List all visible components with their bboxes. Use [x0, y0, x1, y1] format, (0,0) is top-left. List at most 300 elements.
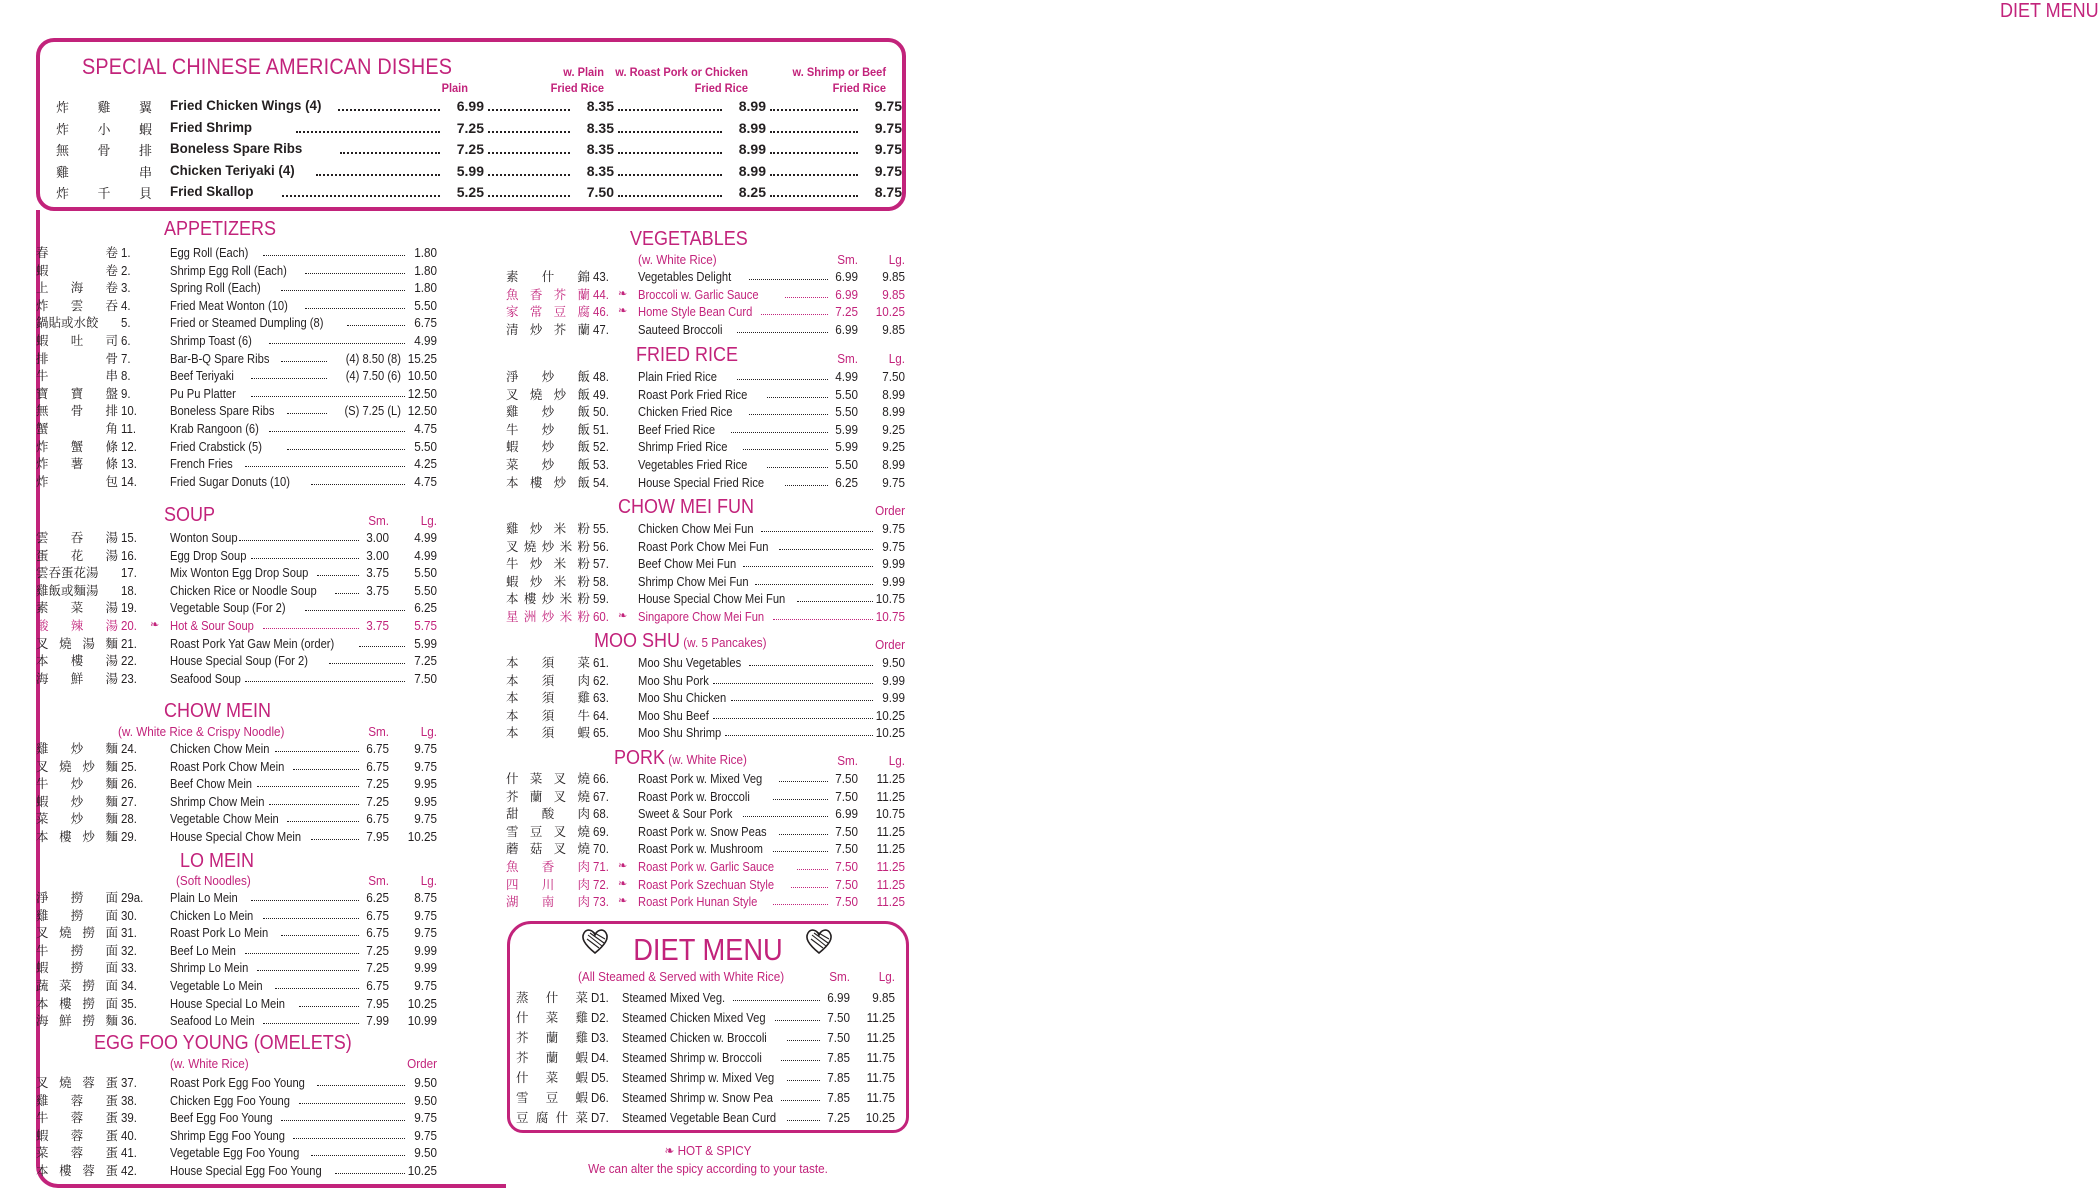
pepper-icon: ❧ — [618, 860, 628, 872]
chinese-char: 素 — [506, 269, 519, 284]
item-price-small: 4.99 — [835, 369, 858, 384]
item-price-large: 8.99 — [882, 386, 905, 402]
item-price: 8.35 — [586, 141, 614, 157]
chinese-char: 串 — [105, 368, 118, 384]
chinese-char: 蝦 — [36, 960, 49, 976]
item-name: Beef Chow Mein — [170, 776, 253, 792]
chinese-char: 芥 — [506, 788, 519, 804]
chinese-char: 卷 — [105, 245, 118, 260]
menu-item-row-hot — [506, 893, 905, 911]
chinese-char: 蘭 — [545, 1050, 559, 1065]
chinese-char: 雲 — [70, 297, 84, 313]
chinese-char: 叉 — [553, 823, 567, 839]
item-name: Moo Shu Vegetables — [638, 655, 742, 670]
chinese-char: 炸 — [56, 101, 70, 116]
dot-leader — [311, 1144, 405, 1156]
item-price: 4.99 — [414, 333, 437, 348]
item-price-small: 7.25 — [835, 304, 858, 320]
chinese-char: 叉 — [36, 635, 49, 651]
item-note: (S) 7.25 (L) — [344, 403, 401, 419]
chinese-char: 卷 — [105, 262, 118, 278]
item-name: Roast Pork Hunan Style — [638, 894, 758, 910]
chinese-char: 飯 — [577, 439, 590, 455]
dot-leader — [281, 924, 359, 936]
item-price-large: 5.75 — [414, 618, 437, 633]
item-price: 8.99 — [738, 98, 766, 114]
item-number: 30. — [121, 907, 137, 923]
item-name: Chicken Lo Mein — [170, 907, 254, 923]
item-number: 5. — [121, 315, 131, 331]
chinese-char: 排 — [138, 144, 152, 159]
item-price: 10.75 — [875, 591, 905, 607]
item-name: Egg Roll (Each) — [170, 245, 249, 260]
chinese-char: 樓 — [529, 474, 543, 490]
chinese-name — [36, 564, 118, 581]
item-price-large: 4.99 — [414, 530, 437, 545]
chinese-char: 菜 — [575, 1110, 588, 1125]
item-number: 69. — [593, 823, 609, 839]
item-number: 28. — [121, 811, 137, 827]
chinese-char: 本 — [506, 725, 519, 741]
item-price-large: 11.25 — [866, 1030, 895, 1045]
section-title — [630, 228, 748, 251]
chinese-char: 炒 — [541, 421, 555, 437]
item-price-small: 7.50 — [835, 876, 858, 892]
chinese-char: 炒 — [541, 538, 555, 554]
chinese-char: 叉 — [553, 771, 567, 786]
item-price-small: 7.85 — [827, 1050, 850, 1065]
chinese-char: 素 — [36, 600, 49, 616]
item-name: Roast Pork w. Mushroom — [638, 841, 763, 857]
item-price: 9.50 — [414, 1145, 437, 1161]
col-header-order: Order — [875, 503, 905, 518]
dot-leader — [316, 163, 440, 176]
dot-leader — [770, 141, 858, 154]
chinese-char: 須 — [541, 707, 555, 723]
chinese-name — [516, 1029, 588, 1046]
chinese-char: 條 — [105, 438, 118, 454]
chinese-name — [506, 590, 590, 607]
chinese-char: 本 — [36, 829, 49, 844]
chinese-char: 本 — [36, 1163, 49, 1178]
dot-leader — [770, 163, 858, 176]
col-header-small: Sm. — [368, 513, 389, 528]
item-number: D4. — [591, 1050, 609, 1065]
menu-item-row-hot — [506, 608, 905, 626]
item-name: Bar-B-Q Spare Ribs — [170, 350, 270, 366]
item-price-large: 8.75 — [414, 890, 437, 905]
chinese-char: 湯 — [105, 618, 118, 633]
menu-item-row — [36, 793, 437, 811]
chinese-char: 蟹 — [36, 421, 49, 436]
dot-leader — [311, 828, 359, 840]
item-number: D6. — [591, 1090, 609, 1105]
diet-title: DIET MENU — [633, 932, 783, 967]
item-number: 38. — [121, 1092, 137, 1108]
chinese-char: 菜 — [70, 600, 84, 616]
chinese-char: 雲吞蛋花湯 — [36, 565, 99, 581]
item-price: 8.99 — [738, 119, 766, 136]
item-price: 8.99 — [738, 141, 766, 157]
item-price: 12.50 — [407, 385, 437, 401]
chinese-char: 炒 — [541, 369, 555, 384]
chinese-char: 蘭 — [577, 321, 590, 337]
item-price-large: 9.99 — [414, 942, 437, 958]
item-number: 54. — [593, 474, 609, 490]
chinese-char: 常 — [529, 304, 543, 320]
dot-leader — [335, 1162, 405, 1174]
menu-item-row — [36, 455, 437, 473]
dot-leader — [488, 120, 570, 133]
chinese-char: 燒 — [577, 788, 590, 804]
chinese-name — [36, 332, 118, 349]
chinese-char: 米 — [553, 556, 567, 572]
item-price-large: 11.75 — [866, 1050, 895, 1065]
item-price-small: 5.99 — [835, 439, 858, 455]
chinese-char: 蓉 — [82, 1163, 95, 1178]
item-number: 67. — [593, 788, 609, 804]
item-number: 17. — [121, 565, 137, 581]
chinese-char: 菜 — [36, 1145, 49, 1161]
chinese-char: 湯 — [105, 600, 118, 616]
item-name: Roast Pork w. Garlic Sauce — [638, 859, 775, 874]
chinese-char: 麵 — [105, 776, 118, 792]
chinese-char: 牛 — [36, 1110, 49, 1126]
chinese-char: 什 — [516, 1010, 529, 1025]
chinese-char: 春 — [36, 245, 49, 260]
section-title — [164, 504, 215, 527]
pepper-icon: ❧ — [618, 305, 628, 318]
item-name: Steamed Shrimp w. Broccoli — [622, 1050, 762, 1065]
chinese-char: 肉 — [577, 859, 590, 874]
item-number: 3. — [121, 280, 131, 296]
item-name: Vegetable Soup (For 2) — [170, 600, 286, 616]
item-price-large: 11.75 — [866, 1070, 895, 1085]
special-item-row — [56, 97, 902, 117]
menu-item-row — [36, 599, 437, 617]
item-price: 4.75 — [414, 473, 437, 489]
item-price: 10.25 — [875, 725, 905, 741]
item-name: Seafood Lo Mein — [170, 1013, 255, 1029]
menu-item-row — [36, 244, 437, 262]
chinese-char: 燒 — [59, 758, 72, 774]
dot-leader — [287, 438, 405, 450]
item-price-small: 3.75 — [366, 565, 389, 581]
col-header-fried-rice-line1: w. Plain — [563, 65, 604, 79]
item-price-small: 7.50 — [835, 771, 858, 786]
menu-item-row — [36, 1162, 437, 1180]
item-name: Roast Pork Chow Mein — [170, 758, 285, 774]
dot-leader — [731, 421, 828, 433]
chinese-char: 粉 — [577, 556, 590, 572]
item-number: 18. — [121, 582, 137, 598]
item-number: D5. — [591, 1070, 609, 1085]
menu-item-row — [36, 652, 437, 670]
item-price-large: 8.99 — [882, 457, 905, 472]
item-number: 47. — [593, 321, 609, 337]
menu-item-row — [516, 1029, 895, 1047]
item-price: 9.50 — [882, 655, 905, 670]
col-header-large: Lg. — [420, 513, 437, 528]
chinese-char: 雞 — [506, 404, 519, 420]
item-price-small: 6.75 — [366, 758, 389, 774]
chinese-char: 本 — [506, 707, 519, 723]
chinese-name — [36, 244, 118, 261]
chinese-char: 海 — [36, 1013, 49, 1029]
item-name: Fried Meat Wonton (10) — [170, 297, 288, 313]
menu-item-row — [506, 707, 905, 725]
item-name: Shrimp Lo Mein — [170, 960, 249, 976]
item-price-small: 6.99 — [835, 806, 858, 822]
chinese-char: 麵 — [105, 635, 118, 651]
item-number: 14. — [121, 473, 137, 489]
item-price: 9.75 — [414, 1110, 437, 1126]
chinese-char: 米 — [553, 521, 567, 536]
item-number: 10. — [121, 403, 137, 419]
chinese-char: 粉 — [577, 609, 590, 624]
item-name: Roast Pork w. Broccoli — [638, 788, 750, 804]
chinese-char: 牛 — [506, 421, 519, 437]
item-price-small: 6.25 — [366, 890, 389, 905]
dot-leader — [251, 889, 359, 901]
chinese-char: 炒 — [70, 741, 84, 756]
item-price: 9.75 — [874, 162, 902, 179]
item-number: 25. — [121, 758, 137, 774]
chinese-name — [506, 654, 590, 671]
chinese-char: 什 — [506, 771, 519, 786]
item-number: 20. — [121, 618, 137, 633]
item-name: Chicken Rice or Noodle Soup — [170, 582, 317, 598]
menu-item-row — [36, 1127, 437, 1145]
chinese-char: 肉 — [577, 894, 590, 910]
item-price: 6.99 — [456, 98, 484, 114]
chinese-char: 腐 — [577, 304, 590, 320]
item-number: 40. — [121, 1127, 137, 1143]
chinese-char: 米 — [553, 573, 567, 589]
chinese-char: 炒 — [529, 556, 543, 572]
dot-leader — [488, 141, 570, 154]
item-name: Moo Shu Beef — [638, 707, 709, 723]
item-name: House Special Chow Mei Fun — [638, 591, 786, 607]
chinese-char: 麵 — [105, 811, 118, 827]
chinese-char: 菜 — [545, 1010, 559, 1025]
chinese-char: 蛋 — [36, 547, 49, 563]
item-price-small: 7.85 — [827, 1070, 850, 1085]
chinese-name — [36, 617, 118, 634]
item-name: Sweet & Sour Pork — [638, 806, 733, 822]
menu-item-row — [36, 758, 437, 776]
chinese-name — [506, 724, 590, 741]
chinese-name — [36, 995, 118, 1012]
chinese-name — [36, 793, 118, 810]
chinese-name — [506, 858, 590, 875]
chinese-char: 貝 — [138, 187, 152, 202]
chinese-char: 燒 — [523, 538, 537, 554]
item-price-large: 4.99 — [414, 547, 437, 563]
item-number: 19. — [121, 600, 137, 616]
chinese-char: 炒 — [541, 609, 555, 624]
chinese-char: 麵 — [105, 1013, 118, 1029]
chinese-char: 蝦 — [506, 439, 519, 455]
special-title: SPECIAL CHINESE AMERICAN DISHES — [82, 54, 453, 79]
dot-leader — [251, 547, 359, 559]
item-number: 58. — [593, 573, 609, 589]
chinese-char: 蓉 — [70, 1092, 84, 1108]
dot-leader — [779, 538, 873, 550]
chinese-name — [506, 672, 590, 689]
menu-item-row — [36, 473, 437, 491]
chinese-char: 飯 — [577, 404, 590, 420]
chinese-name — [36, 652, 118, 669]
chinese-char: 燒 — [59, 635, 72, 651]
chinese-name — [36, 279, 118, 296]
item-price: 7.50 — [586, 184, 614, 200]
chinese-char: 蝦 — [36, 793, 49, 809]
dot-leader — [329, 652, 405, 664]
pepper-icon: ❧ — [618, 287, 628, 300]
item-name: French Fries — [170, 456, 233, 472]
item-name: Plain Fried Rice — [638, 369, 717, 384]
item-number: 29a. — [121, 890, 144, 905]
dot-leader — [773, 788, 828, 800]
chinese-char: 花 — [70, 547, 84, 563]
section-title — [164, 218, 276, 241]
chinese-char: 面 — [105, 907, 118, 923]
dot-leader — [488, 184, 570, 197]
item-price-small: 7.25 — [827, 1110, 850, 1125]
section-title — [636, 344, 738, 367]
item-price-large: 10.99 — [407, 1013, 437, 1029]
dot-leader — [779, 770, 828, 782]
dot-leader — [251, 385, 405, 397]
chinese-char: 雪 — [506, 823, 519, 839]
dot-leader — [773, 893, 828, 905]
item-price-large: 10.25 — [407, 995, 437, 1011]
item-number: 61. — [593, 655, 609, 670]
item-name: Beef Fried Rice — [638, 421, 716, 437]
dot-leader — [263, 244, 405, 256]
item-price-small: 6.99 — [835, 321, 858, 337]
chinese-char: 豆 — [516, 1110, 529, 1125]
chinese-char: 蟹 — [70, 438, 84, 454]
dot-leader — [281, 1109, 405, 1121]
chinese-char: 雞飯或麵湯 — [36, 582, 99, 598]
item-name: Vegetable Egg Foo Young — [170, 1145, 300, 1161]
chinese-name — [36, 959, 118, 976]
chinese-char: 角 — [105, 421, 118, 436]
item-name: Plain Lo Mein — [170, 890, 238, 905]
chinese-name — [516, 1049, 588, 1066]
chinese-char: 樓 — [70, 653, 84, 669]
item-name: Moo Shu Shrimp — [638, 725, 722, 741]
item-name: Steamed Vegetable Bean Curd — [622, 1110, 777, 1125]
chinese-name — [516, 1069, 588, 1086]
menu-item-row — [36, 1074, 437, 1092]
menu-item-row — [506, 520, 905, 538]
item-name: House Special Chow Mein — [170, 829, 302, 844]
menu-item-row — [506, 654, 905, 672]
chinese-char: 樓 — [523, 591, 537, 607]
chinese-char: 雞 — [577, 690, 590, 706]
menu-item-row — [36, 995, 437, 1013]
chinese-name — [36, 635, 118, 652]
chinese-char: 蔬 — [36, 978, 49, 993]
chinese-char: 炒 — [541, 591, 555, 607]
menu-item-row — [516, 1009, 895, 1027]
item-price: 6.75 — [414, 315, 437, 331]
chinese-char: 上 — [36, 280, 49, 296]
menu-item-row — [506, 788, 905, 806]
menu-item-row — [36, 547, 437, 565]
item-number: 52. — [593, 439, 609, 455]
dot-leader — [767, 456, 828, 468]
chinese-char: 骨 — [70, 403, 84, 419]
chinese-char: 麵 — [105, 758, 118, 774]
dot-leader — [770, 184, 858, 197]
chinese-name — [36, 889, 118, 906]
chinese-char: 叉 — [36, 925, 49, 941]
item-number: 71. — [593, 859, 609, 874]
chinese-char: 本 — [506, 591, 519, 607]
item-price-large: 9.75 — [882, 474, 905, 490]
menu-item-row — [506, 438, 905, 456]
item-number: 51. — [593, 421, 609, 437]
chinese-char: 薯 — [70, 456, 84, 472]
dot-leader — [340, 141, 440, 154]
chinese-char: 什 — [545, 990, 559, 1005]
section-title-text: DIET MENU — [2000, 0, 2099, 22]
item-number: 34. — [121, 978, 137, 993]
chinese-char: 家 — [506, 304, 519, 320]
pepper-icon: ❧ — [150, 619, 160, 631]
col-header-fried-rice — [545, 64, 604, 96]
special-item-row — [56, 118, 902, 139]
dot-leader — [305, 599, 405, 611]
item-price-large: 10.25 — [875, 304, 905, 320]
chinese-char: 海 — [36, 670, 49, 686]
chinese-char: 無 — [36, 403, 49, 419]
item-price-small: 7.25 — [366, 942, 389, 958]
pepper-icon: ❧ — [664, 1143, 678, 1158]
item-number: 23. — [121, 670, 137, 686]
item-price: 12.50 — [407, 403, 437, 419]
item-name: Steamed Shrimp w. Snow Pea — [622, 1090, 774, 1105]
dot-leader — [713, 707, 873, 719]
item-price-large: 11.25 — [876, 788, 905, 804]
chinese-char: 雞 — [575, 1030, 588, 1045]
item-number: 16. — [121, 547, 137, 563]
item-number: 48. — [593, 369, 609, 384]
dot-leader — [287, 402, 327, 414]
dot-leader — [618, 98, 722, 111]
item-price-large: 9.25 — [882, 439, 905, 455]
item-price-small: 7.50 — [827, 1010, 850, 1025]
chinese-char: 湯 — [105, 653, 118, 669]
item-name: Roast Pork Chow Mei Fun — [638, 538, 769, 554]
chinese-name — [36, 547, 118, 564]
chinese-char: 卷 — [105, 280, 118, 296]
chinese-name — [36, 1012, 118, 1029]
chinese-char: 燒 — [59, 925, 72, 941]
chinese-char: 本 — [506, 655, 519, 670]
item-price: 9.99 — [882, 690, 905, 706]
dot-leader — [725, 724, 873, 736]
item-name: Egg Drop Soup — [170, 547, 247, 563]
dot-leader — [269, 420, 405, 432]
item-number: 22. — [121, 653, 137, 669]
item-number: 70. — [593, 841, 609, 857]
chinese-char: 蝦 — [138, 122, 152, 138]
